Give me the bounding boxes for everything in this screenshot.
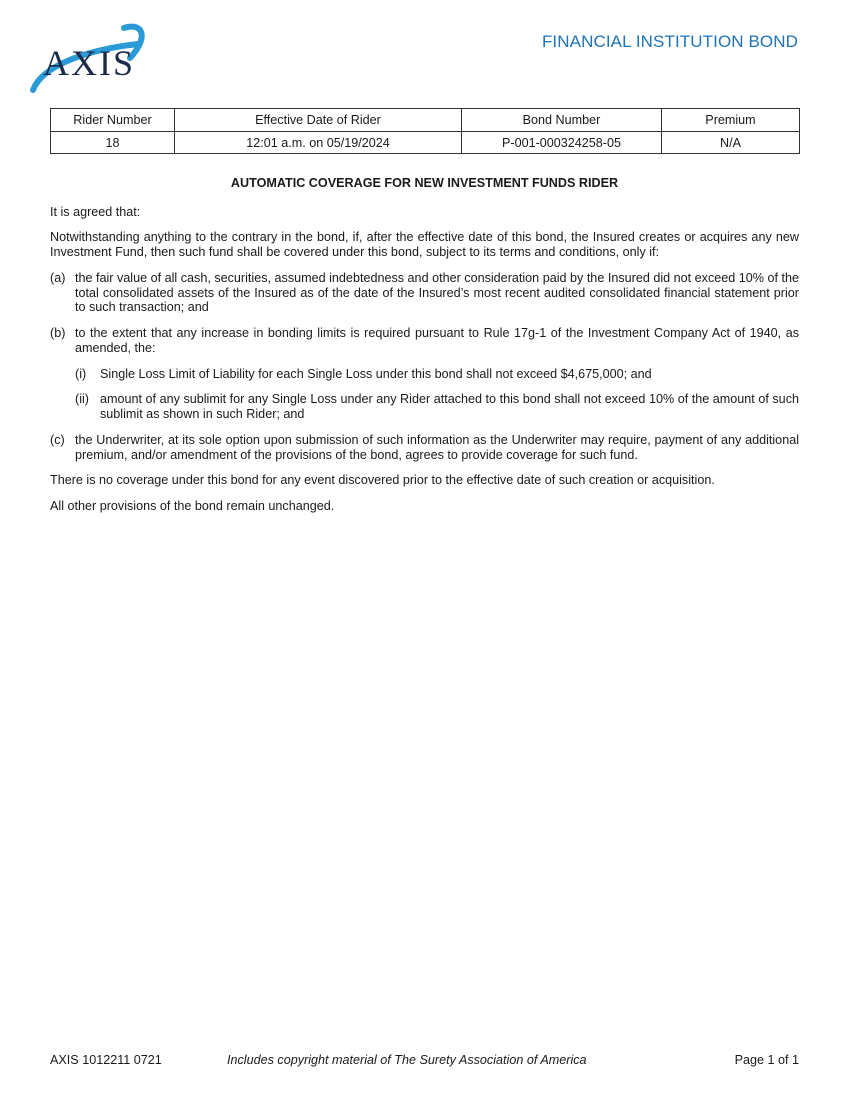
paragraph-other-provisions: All other provisions of the bond remain unchanged. [50, 499, 335, 514]
clause-b-ii-marker: (ii) [75, 392, 89, 407]
cell-effective-date: 12:01 a.m. on 05/19/2024 [175, 131, 462, 154]
clause-a-marker: (a) [50, 270, 66, 285]
rider-heading: AUTOMATIC COVERAGE FOR NEW INVESTMENT FUNDS RIDER [230, 176, 619, 190]
rider-body [50, 176, 799, 525]
rider-table-row [51, 131, 800, 154]
clause-b-ii [75, 392, 799, 421]
paragraph-no-coverage: There is no coverage under this bond for any event discovered prior to the effective date of such creation or acquisition. [50, 473, 715, 488]
header-rider-number: Rider Number [51, 109, 175, 132]
form-number: AXIS 1012211 0721 [50, 1053, 162, 1067]
paragraph-notwithstanding: Notwithstanding anything to the contrary in the bond, if, after the effective date of this bond, the Insured creates or acquires any new Investment Fund, then such fund shall be covered under this bond, subject to its terms and conditions, only if: [50, 230, 799, 260]
cell-premium: N/A [662, 131, 800, 154]
page-number: Page 1 of 1 [734, 1053, 799, 1067]
clause-b [50, 326, 799, 355]
page-footer [50, 1053, 799, 1068]
copyright-notice: Includes copyright material of The Surety Association of America [227, 1053, 587, 1067]
clause-b-marker: (b) [50, 326, 66, 341]
header-bond-number: Bond Number [462, 109, 662, 132]
clause-c-marker: (c) [50, 432, 65, 447]
clause-c-text: the Underwriter, at its sole option upon submission of such information as the Underwriter may require, payment of any additional premium, and/or amendment of the provisions of the bond, agrees to provide coverage for such fund. [75, 432, 799, 462]
clause-b-i-marker: (i) [75, 366, 87, 381]
header-effective-date: Effective Date of Rider [175, 109, 462, 132]
logo-wordmark: AXIS [43, 43, 136, 83]
cell-rider-number: 18 [51, 131, 175, 154]
clause-b-text: to the extent that any increase in bonding limits is required pursuant to Rule 17g-1 of the Investment Company Act of 1940, as amended, the: [75, 326, 799, 355]
axis-logo-mark [30, 20, 150, 96]
intro-text: It is agreed that: [50, 204, 141, 219]
rider-table-header-row [51, 109, 800, 132]
clause-b-ii-text: amount of any sublimit for any Single Loss under any Rider attached to this bond shall not exceed 10% of the amount of such sublimit as shown in such Rider; and [100, 392, 799, 422]
cell-bond-number: P-001-000324258-05 [462, 131, 662, 154]
document-title: FINANCIAL INSTITUTION BOND [541, 32, 798, 51]
rider-table [50, 108, 800, 154]
clause-b-i-text: Single Loss Limit of Liability for each Single Loss under this bond shall not exceed $4,675,000; and [100, 366, 652, 381]
clause-b-i [75, 367, 799, 382]
clause-a [50, 271, 799, 315]
axis-logo [30, 20, 150, 96]
clause-a-text: the fair value of all cash, securities, assumed indebtedness and other consideration paid by the Insured did not exceed 10% of the total consolidated assets of the Insured as of the date of the Insured’s most recent audited consolidated financial statement prior to such transaction; and [75, 270, 799, 315]
header-premium: Premium [662, 109, 800, 132]
clause-c [50, 433, 799, 462]
